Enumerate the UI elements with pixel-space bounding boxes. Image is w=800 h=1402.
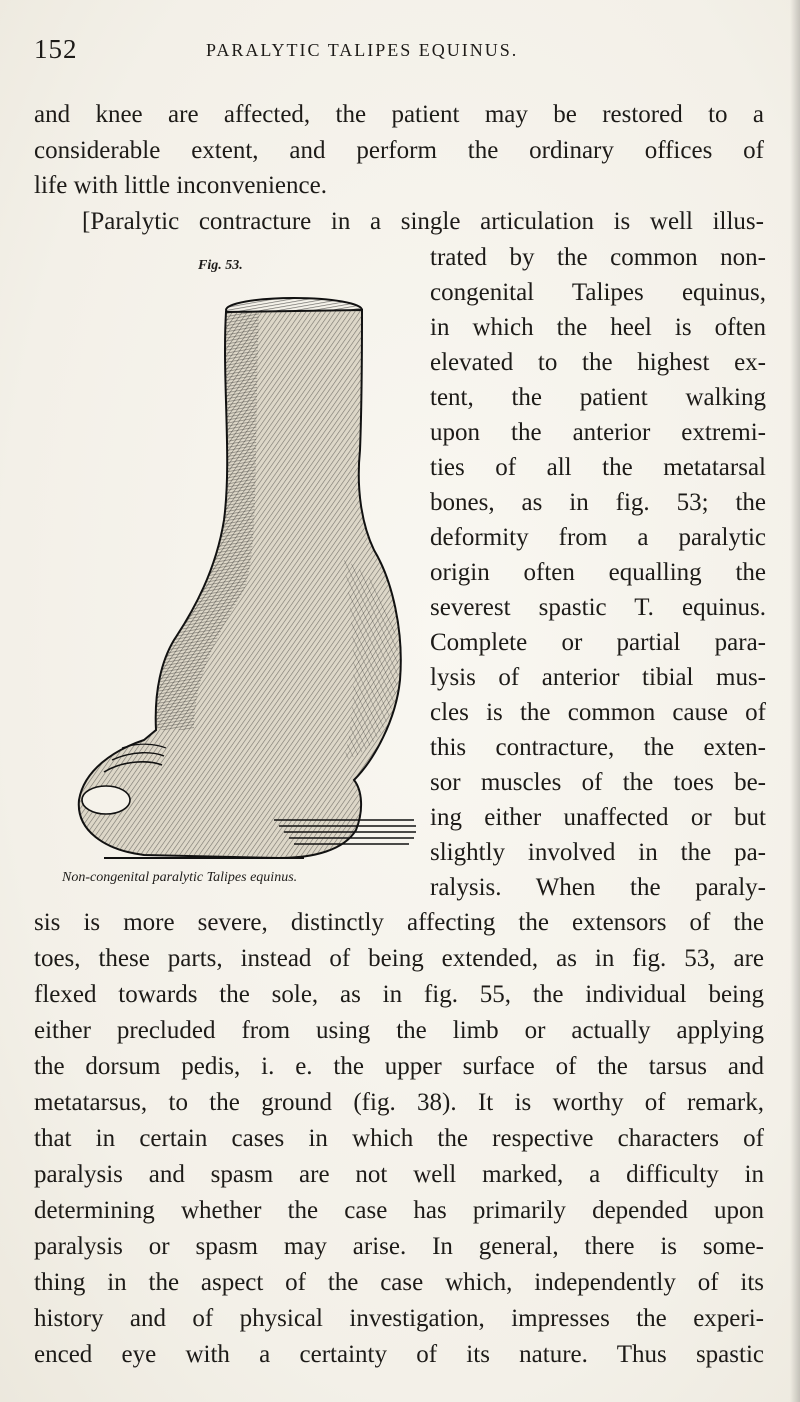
body-line: and knee are affected, the patient may be restored to a <box>34 101 764 128</box>
body-line: congenital Talipes equinus, <box>430 279 766 306</box>
body-line: [Paralytic contracture in a single articulation is well illus- <box>82 208 764 235</box>
body-line: cles is the common cause of <box>430 699 766 726</box>
body-line: elevated to the highest ex- <box>430 349 766 376</box>
running-head: PARALYTIC TALIPES EQUINUS. <box>206 40 519 60</box>
body-line: severest spastic T. equinus. <box>430 594 766 621</box>
page-header <box>34 34 764 70</box>
body-line: metatarsus, to the ground (fig. 38). It is worthy of remark, <box>34 1089 764 1116</box>
body-line: either precluded from using the limb or actually applying <box>34 1017 764 1044</box>
body-line: ralysis. When the paraly- <box>430 874 766 901</box>
body-line: sor muscles of the toes be- <box>430 769 766 796</box>
body-line: origin often equalling the <box>430 559 766 586</box>
body-line: that in certain cases in which the respective characters of <box>34 1125 764 1152</box>
figure-label: Fig. 53. <box>198 258 243 273</box>
body-line: ing either unaffected or but <box>430 804 766 831</box>
body-line: flexed towards the sole, as in fig. 55, the individual being <box>34 981 764 1008</box>
foot-engraving <box>44 260 424 890</box>
body-line: deformity from a paralytic <box>430 524 766 551</box>
body-line: Complete or partial para- <box>430 629 766 656</box>
body-line: bones, as in fig. 53; the <box>430 489 766 516</box>
body-line: determining whether the case has primarily depended upon <box>34 1197 764 1224</box>
figure-caption: Non-congenital paralytic Talipes equinus. <box>62 870 298 885</box>
page-number: 152 <box>34 34 78 64</box>
body-line: trated by the common non- <box>430 244 766 271</box>
body-line: lysis of anterior tibial mus- <box>430 664 766 691</box>
body-line: considerable extent, and perform the ordinary offices of <box>34 137 764 164</box>
body-line: history and of physical investigation, impresses the experi- <box>34 1305 764 1332</box>
body-line: life with little inconvenience. <box>34 172 327 199</box>
body-line: in which the heel is often <box>430 314 766 341</box>
body-line: slightly involved in the pa- <box>430 839 766 866</box>
body-line: upon the anterior extremi- <box>430 419 766 446</box>
body-line: enced eye with a certainty of its nature. Thus spastic <box>34 1341 764 1368</box>
body-line: paralysis or spasm may arise. In general, there is some- <box>34 1233 764 1260</box>
body-line: toes, these parts, instead of being extended, as in fig. 53, are <box>34 945 764 972</box>
page-edge-shadow <box>790 0 800 1402</box>
body-line: thing in the aspect of the case which, independently of its <box>34 1269 764 1296</box>
body-line: tent, the patient walking <box>430 384 766 411</box>
body-line: ties of all the metatarsal <box>430 454 766 481</box>
body-line: sis is more severe, distinctly affecting the extensors of the <box>34 909 764 936</box>
body-line: this contracture, the exten- <box>430 734 766 761</box>
body-line: paralysis and spasm are not well marked, a difficulty in <box>34 1161 764 1188</box>
body-line: the dorsum pedis, i. e. the upper surface of the tarsus and <box>34 1053 764 1080</box>
